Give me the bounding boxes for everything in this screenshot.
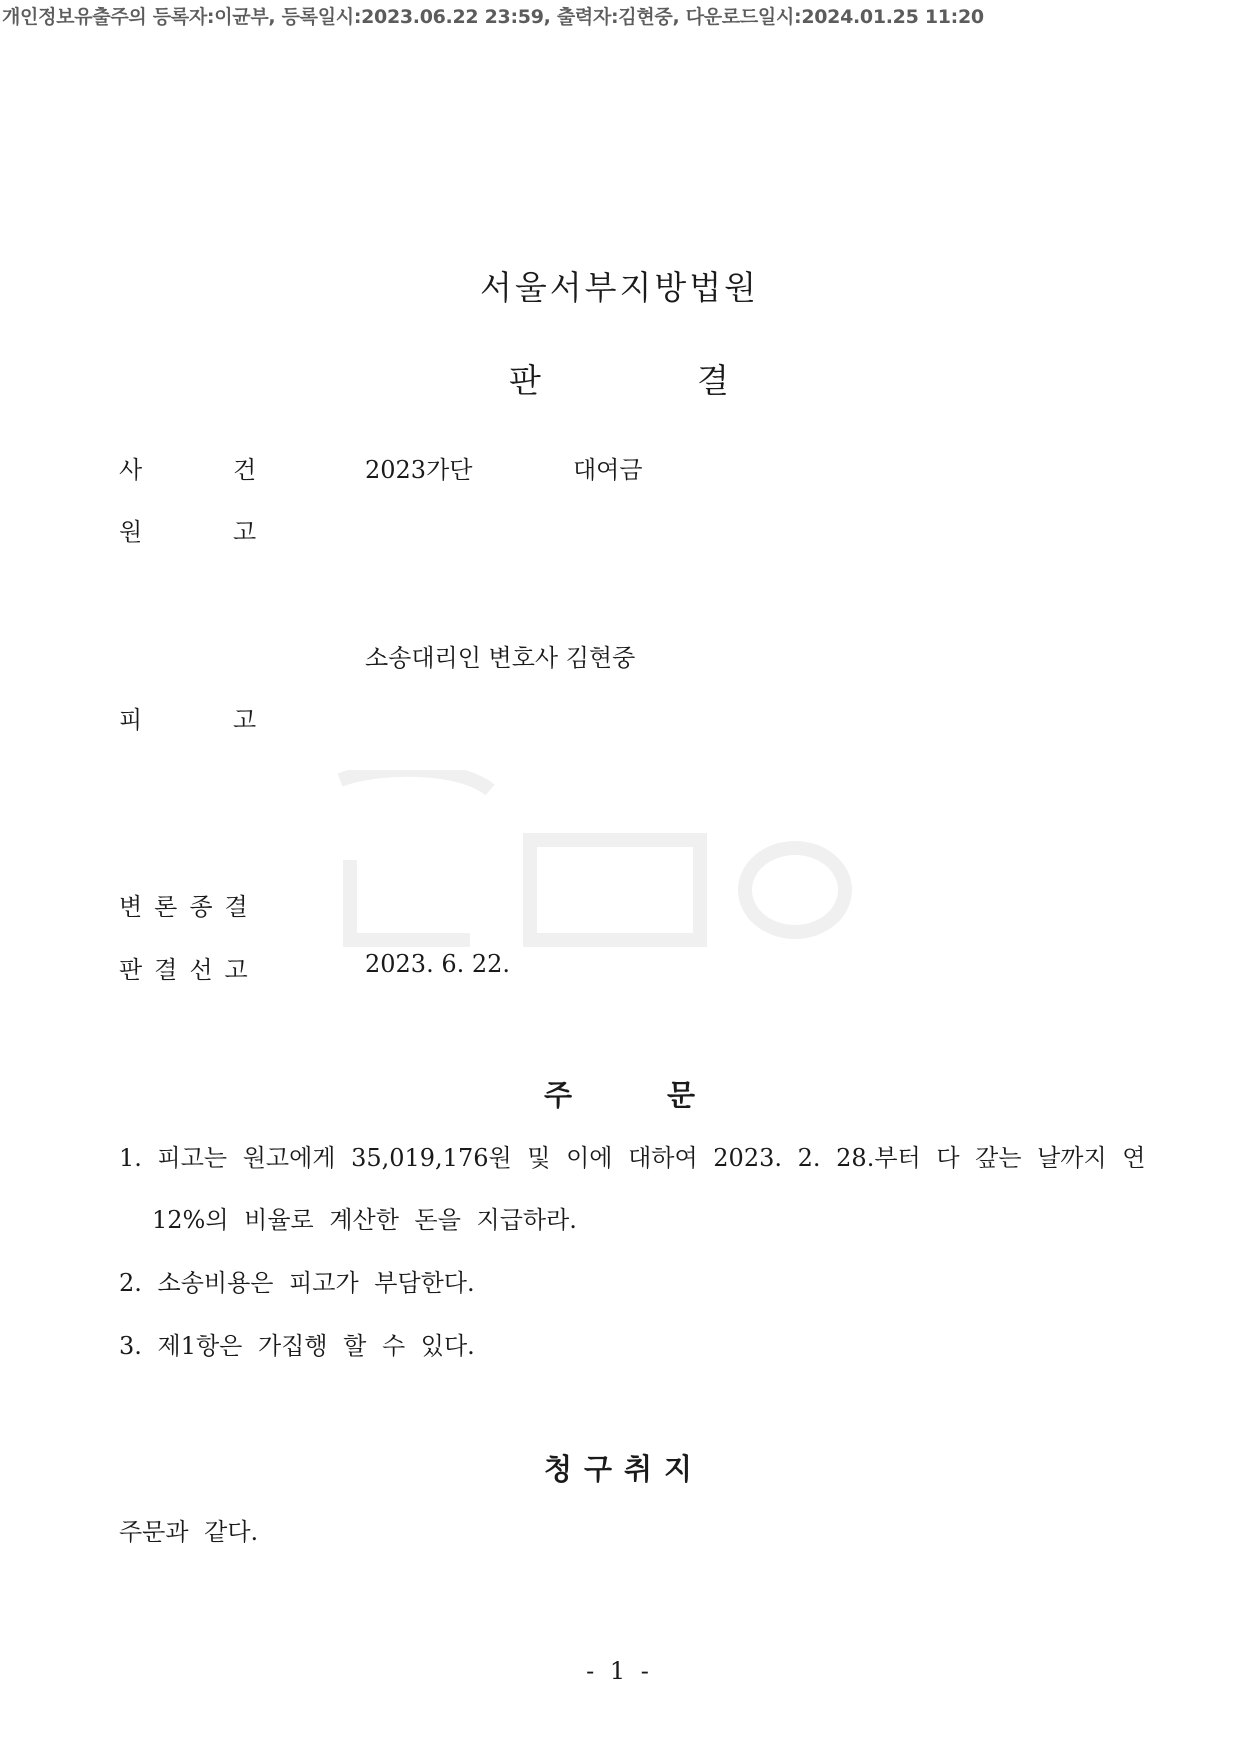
case-title: 대여금 xyxy=(573,456,643,484)
download-stamp: 개인정보유출주의 등록자:이균부, 등록일시:2023.06.22 23:59, 출력자:김현중, 다운로드일시:2024.01.25 11:20 xyxy=(2,6,984,28)
court-name: 서울서부지방법원 xyxy=(479,268,760,307)
judgment-date-label: 판결선고 xyxy=(119,956,260,984)
order-item-2: 2. 소송비용은 피고가 부담한다. xyxy=(119,1269,475,1297)
document-type-left: 판 xyxy=(509,361,541,400)
claim-heading: 청구취지 xyxy=(544,1452,705,1486)
hearing-closed-label: 변론종결 xyxy=(119,893,260,921)
order-item-1: 1. 피고는 원고에게 35,019,176원 및 이에 대하여 2023. 2. 28.부터 다 갚는 날까지 연 xyxy=(119,1144,1146,1172)
claim-text: 주문과 같다. xyxy=(119,1518,259,1546)
order-heading-left: 주 xyxy=(544,1078,573,1112)
case-number: 2023가단 xyxy=(365,456,473,484)
order-item-1-continued: 12%의 비율로 계산한 돈을 지급하라. xyxy=(152,1206,577,1234)
order-item-3: 3. 제1항은 가집행 할 수 있다. xyxy=(119,1332,475,1360)
order-heading-right: 문 xyxy=(667,1078,696,1112)
page-number: - 1 - xyxy=(586,1657,653,1685)
document-type-right: 결 xyxy=(697,361,729,400)
plaintiff-attorney: 소송대리인 변호사 김현중 xyxy=(365,644,636,672)
judgment-date-value: 2023. 6. 22. xyxy=(365,950,511,978)
watermark-logo xyxy=(320,770,880,970)
